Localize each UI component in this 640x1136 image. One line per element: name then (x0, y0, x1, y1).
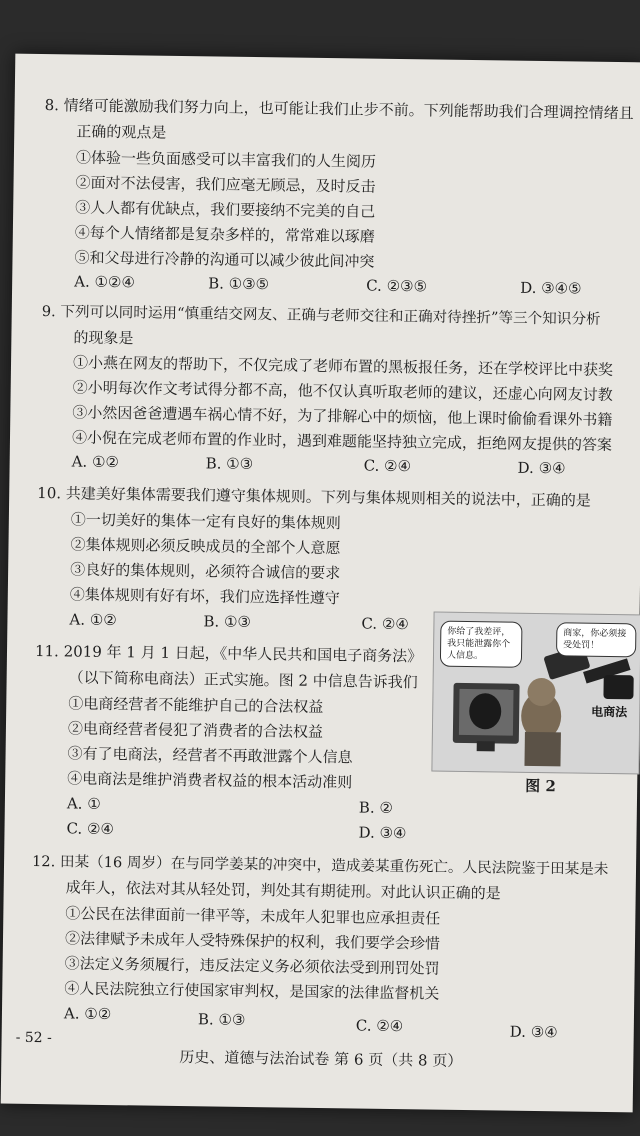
q10-stem: 10. 共建美好集体需要我们遵守集体规则。下列与集体规则相关的说法中，正确的是 (37, 483, 591, 510)
q8-stem-cont: 正确的观点是 (76, 122, 167, 142)
q11-stem: 11. 2019 年 1 月 1 日起，《中华人民共和国电子商务法》 (34, 641, 423, 666)
q8-option-d: D. ③④⑤ (520, 278, 582, 298)
q9-item: ②小明每次作文考试得分都不高，他不仅认真听取老师的建议，还虚心向网友讨教 (72, 378, 613, 405)
q9-item: ③小然因爸爸遭遇车祸心情不好，为了排解心中的烦恼，他上课时偷偷看课外书籍 (72, 403, 613, 430)
q10-item: ②集体规则必须反映成员的全部个人意愿 (70, 535, 341, 558)
q11-item: ②电商经营者侵犯了消费者的合法权益 (67, 719, 324, 741)
q8-item: ②面对不法侵害，我们应毫无顾忌，及时反击 (75, 173, 376, 196)
q12-item: ②法律赋予未成年人受特殊保护的权利，我们要学会珍惜 (64, 929, 441, 953)
q11-option-a: A. ① (66, 794, 101, 813)
hammer-label: 电商法 (591, 704, 628, 720)
speech-bubble-law: 商家，你必须接受处罚！ (556, 622, 636, 657)
q12-stem: 12. 田某（16 周岁）在与同学姜某的冲突中，造成姜某重伤死亡。人民法院鉴于田某是未 (31, 852, 609, 878)
page-content (1, 54, 640, 1113)
q8-item: ④每个人情绪都是复杂多样的，常常难以琢磨 (74, 223, 375, 246)
figure-cartoon (431, 612, 640, 775)
q9-item: ④小倪在完成老师布置的作业时，遇到难题能坚持独立完成，拒绝网友提供的答案 (71, 428, 613, 455)
q8-stem: 8. 情绪可能激励我们努力向上，也可能让我们止步不前。下列能帮助我们合理调控情绪且 (44, 96, 634, 123)
q8-option-c: C. ②③⑤ (366, 276, 428, 296)
q11-option-c: C. ②④ (66, 819, 115, 839)
q12-item: ④人民法院独立行使国家审判权，是国家的法律监督机关 (64, 979, 440, 1003)
q8-option-b: B. ①③⑤ (208, 274, 270, 294)
speech-bubble-seller: 你给了我差评，我只能泄露你个人信息。 (440, 621, 523, 668)
q11-option-d: D. ③④ (358, 823, 407, 843)
q9-option-d: D. ③④ (517, 458, 566, 478)
q10-option-b: B. ①③ (203, 612, 252, 631)
exam-page (1, 54, 640, 1113)
q11-stem-cont: （以下简称电商法）正式实施。图 2 中信息告诉我们 (68, 668, 418, 692)
q9-item: ①小燕在网友的帮助下，不仅完成了老师布置的黑板报任务，还在学校评比中获奖 (72, 353, 614, 380)
q12-option-d: D. ③④ (509, 1022, 558, 1042)
q10-option-a: A. ①② (69, 610, 117, 630)
q12-item: ①公民在法律面前一律平等，未成年人犯罪也应承担责任 (65, 904, 441, 928)
figure-caption: 图 2 (525, 776, 556, 796)
q9-option-b: B. ①③ (205, 454, 254, 473)
q11-option-b: B. ② (358, 798, 394, 817)
q12-stem-cont: 成年人，依法对其从轻处罚，判处其有期徒刑。对此认识正确的是 (65, 878, 501, 903)
footer-title: 历史、道德与法治试卷 第 6 页（共 8 页） (179, 1048, 463, 1070)
q9-stem: 9. 下列可以同时运用“慎重结交网友、正确与老师交往和正确对待挫折”等三个知识分析 (41, 303, 601, 328)
q8-option-a: A. ①②④ (74, 272, 136, 292)
q10-item: ④集体规则有好有坏，我们应选择性遵守 (69, 585, 340, 608)
q8-item: ①体验一些负面感受可以丰富我们的人生阅历 (75, 148, 377, 171)
q10-option-c: C. ②④ (361, 614, 409, 634)
q11-item: ④电商法是维护消费者权益的根本活动准则 (67, 769, 353, 792)
q9-stem-cont: 的现象是 (73, 328, 134, 348)
page-number: - 52 - (15, 1029, 52, 1047)
q12-option-a: A. ①② (63, 1004, 112, 1024)
q12-item: ③法定义务须履行，违反法定义务必须依法受到刑罚处罚 (64, 954, 440, 978)
q10-item: ①一切美好的集体一定有良好的集体规则 (70, 510, 341, 533)
q11-item: ③有了电商法，经营者不再敢泄露个人信息 (67, 744, 353, 767)
q10-item: ③良好的集体规则，必须符合诚信的要求 (70, 560, 341, 583)
q12-option-c: C. ②④ (355, 1016, 404, 1036)
q9-option-c: C. ②④ (363, 456, 412, 476)
q12-option-b: B. ①③ (197, 1010, 246, 1029)
q8-item: ③人人都有优缺点，我们要接纳不完美的自己 (75, 198, 376, 221)
q9-option-a: A. ①② (71, 452, 120, 472)
q11-item: ①电商经营者不能维护自己的合法权益 (68, 694, 324, 717)
q8-item: ⑤和父母进行冷静的沟通可以减少彼此间冲突 (74, 248, 375, 271)
